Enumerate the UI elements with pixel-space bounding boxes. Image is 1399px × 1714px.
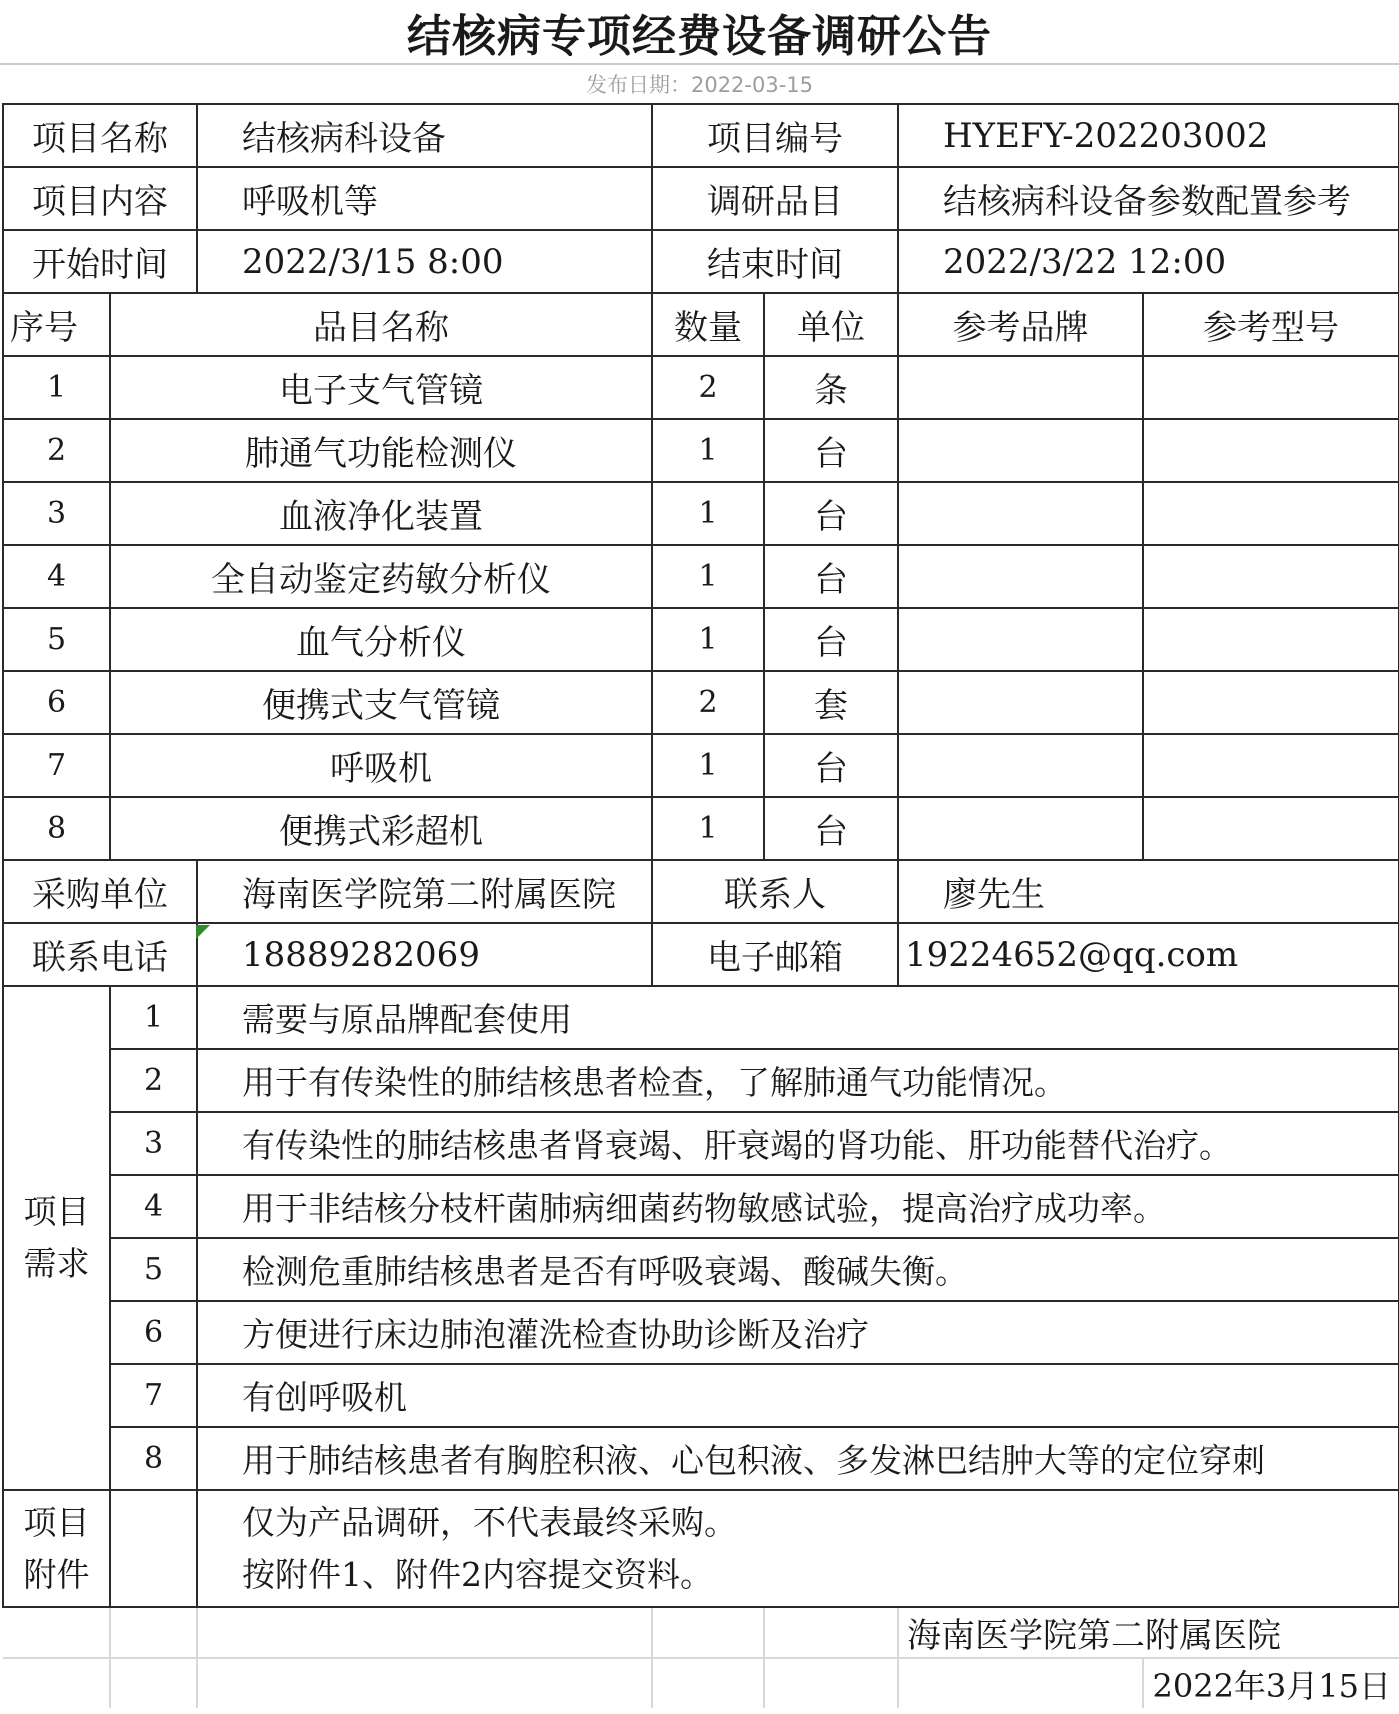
requirement-no: 3 (110, 1112, 197, 1175)
category-value: 结核病科设备参数配置参考 (898, 167, 1399, 230)
item-qty: 1 (652, 419, 764, 482)
item-name: 血气分析仪 (110, 608, 652, 671)
attachment-label (3, 1490, 110, 1607)
item-brand (898, 671, 1143, 734)
start-time-label: 开始时间 (3, 230, 197, 293)
category-label: 调研品目 (652, 167, 898, 230)
item-brand (898, 356, 1143, 419)
info-row-time (3, 230, 1399, 293)
item-brand (898, 608, 1143, 671)
item-no: 7 (3, 734, 110, 797)
item-qty: 2 (652, 356, 764, 419)
item-unit: 套 (764, 671, 898, 734)
item-unit: 台 (764, 419, 898, 482)
footer-cell (110, 1658, 197, 1708)
item-no: 2 (3, 419, 110, 482)
table-row (3, 671, 1399, 734)
content-label: 项目内容 (3, 167, 197, 230)
item-name: 血液净化装置 (110, 482, 652, 545)
requirement-text: 检测危重肺结核患者是否有呼吸衰竭、酸碱失衡。 (197, 1238, 1399, 1301)
table-row (3, 608, 1399, 671)
item-name: 呼吸机 (110, 734, 652, 797)
item-no: 5 (3, 608, 110, 671)
footer-cell (764, 1658, 898, 1708)
footer-row-org (3, 1607, 1399, 1658)
requirement-text: 用于肺结核患者有胸腔积液、心包积液、多发淋巴结肿大等的定位穿刺 (197, 1427, 1399, 1490)
survey-table (2, 103, 1399, 1708)
item-model (1143, 734, 1399, 797)
item-unit: 台 (764, 545, 898, 608)
header-name: 品目名称 (110, 293, 652, 356)
requirement-no: 6 (110, 1301, 197, 1364)
item-brand (898, 419, 1143, 482)
footer-date: 2022年3月15日 (1143, 1658, 1399, 1708)
contact-row-phone (3, 923, 1399, 986)
requirement-text: 用于有传染性的肺结核患者检查，了解肺通气功能情况。 (197, 1049, 1399, 1112)
attachment-label-line1: 项目 (23, 1502, 90, 1542)
item-model (1143, 797, 1399, 860)
item-no: 1 (3, 356, 110, 419)
item-model (1143, 608, 1399, 671)
footer-cell (764, 1607, 898, 1658)
item-brand (898, 797, 1143, 860)
requirement-no: 5 (110, 1238, 197, 1301)
publish-date: 发布日期：2022-03-15 (585, 73, 814, 97)
item-brand (898, 734, 1143, 797)
requirement-row (3, 1112, 1399, 1175)
item-unit: 台 (764, 797, 898, 860)
email-label: 电子邮箱 (652, 923, 898, 986)
item-qty: 1 (652, 608, 764, 671)
requirement-text: 有创呼吸机 (197, 1364, 1399, 1427)
item-qty: 2 (652, 671, 764, 734)
footer-organization: 海南医学院第二附属医院 (898, 1607, 1399, 1658)
requirement-row (3, 1238, 1399, 1301)
requirement-text: 有传染性的肺结核患者肾衰竭、肝衰竭的肾功能、肝功能替代治疗。 (197, 1112, 1399, 1175)
project-no-label: 项目编号 (652, 104, 898, 167)
requirement-no: 7 (110, 1364, 197, 1427)
item-no: 3 (3, 482, 110, 545)
requirement-text: 需要与原品牌配套使用 (197, 986, 1399, 1049)
footer-cell (652, 1658, 764, 1708)
requirement-row (3, 1301, 1399, 1364)
attachment-label-line2: 附件 (23, 1554, 90, 1594)
item-name: 电子支气管镜 (110, 356, 652, 419)
header-qty: 数量 (652, 293, 764, 356)
item-no: 8 (3, 797, 110, 860)
attachment-text (197, 1490, 1399, 1607)
project-name-value: 结核病科设备 (197, 104, 652, 167)
requirements-label-line2: 需求 (23, 1244, 90, 1283)
item-unit: 台 (764, 734, 898, 797)
end-time-label: 结束时间 (652, 230, 898, 293)
footer-cell (652, 1607, 764, 1658)
item-no: 4 (3, 545, 110, 608)
email-value: 19224652@qq.com (898, 923, 1399, 986)
item-name: 全自动鉴定药敏分析仪 (110, 545, 652, 608)
header-no: 序号 (3, 293, 110, 356)
requirement-row (3, 1364, 1399, 1427)
buyer-value: 海南医学院第二附属医院 (197, 860, 652, 923)
item-model (1143, 482, 1399, 545)
header-model: 参考型号 (1143, 293, 1399, 356)
project-name-label: 项目名称 (3, 104, 197, 167)
content-value: 呼吸机等 (197, 167, 652, 230)
header-brand: 参考品牌 (898, 293, 1143, 356)
item-no: 6 (3, 671, 110, 734)
attachment-row (3, 1490, 1399, 1607)
requirement-row (3, 1175, 1399, 1238)
item-qty: 1 (652, 482, 764, 545)
item-unit: 台 (764, 608, 898, 671)
info-row-project (3, 104, 1399, 167)
table-row (3, 419, 1399, 482)
buyer-label: 采购单位 (3, 860, 197, 923)
footer-cell (3, 1607, 110, 1658)
contact-person-value: 廖先生 (898, 860, 1399, 923)
item-unit: 条 (764, 356, 898, 419)
table-row (3, 734, 1399, 797)
item-model (1143, 545, 1399, 608)
footer-cell (110, 1607, 197, 1658)
requirement-text: 方便进行床边肺泡灌洗检查协助诊断及治疗 (197, 1301, 1399, 1364)
footer-cell (197, 1658, 652, 1708)
phone-value: 18889282069 (197, 923, 652, 986)
requirements-label-line1: 项目 (23, 1192, 90, 1231)
page-title: 结核病专项经费设备调研公告 (0, 0, 1399, 65)
item-unit: 台 (764, 482, 898, 545)
attachment-blank (110, 1490, 197, 1607)
requirement-no: 1 (110, 986, 197, 1049)
item-qty: 1 (652, 545, 764, 608)
requirement-no: 8 (110, 1427, 197, 1490)
end-time-value: 2022/3/22 12:00 (898, 230, 1399, 293)
requirement-no: 2 (110, 1049, 197, 1112)
item-model (1143, 419, 1399, 482)
footer-cell (197, 1607, 652, 1658)
footer-cell (3, 1658, 110, 1708)
item-model (1143, 356, 1399, 419)
header-unit: 单位 (764, 293, 898, 356)
items-header-row (3, 293, 1399, 356)
footer-cell (898, 1658, 1143, 1708)
item-brand (898, 482, 1143, 545)
table-row (3, 482, 1399, 545)
project-no-value: HYEFY-202203002 (898, 104, 1399, 167)
requirement-row (3, 986, 1399, 1049)
item-name: 便携式彩超机 (110, 797, 652, 860)
item-name: 肺通气功能检测仪 (110, 419, 652, 482)
footer-row-date (3, 1658, 1399, 1708)
requirement-row (3, 1049, 1399, 1112)
table-row (3, 545, 1399, 608)
requirements-label (3, 986, 110, 1490)
attachment-line1: 仅为产品调研，不代表最终采购。 (242, 1502, 737, 1542)
requirement-text: 用于非结核分枝杆菌肺病细菌药物敏感试验，提高治疗成功率。 (197, 1175, 1399, 1238)
start-time-value: 2022/3/15 8:00 (197, 230, 652, 293)
attachment-line2: 按附件1、附件2内容提交资料。 (242, 1554, 713, 1594)
requirement-no: 4 (110, 1175, 197, 1238)
item-qty: 1 (652, 797, 764, 860)
item-qty: 1 (652, 734, 764, 797)
contact-row-buyer (3, 860, 1399, 923)
phone-label: 联系电话 (3, 923, 197, 986)
info-row-content (3, 167, 1399, 230)
item-name: 便携式支气管镜 (110, 671, 652, 734)
cell-comment-marker (196, 925, 210, 939)
item-model (1143, 671, 1399, 734)
item-brand (898, 545, 1143, 608)
table-row (3, 356, 1399, 419)
table-row (3, 797, 1399, 860)
requirement-row (3, 1427, 1399, 1490)
contact-person-label: 联系人 (652, 860, 898, 923)
